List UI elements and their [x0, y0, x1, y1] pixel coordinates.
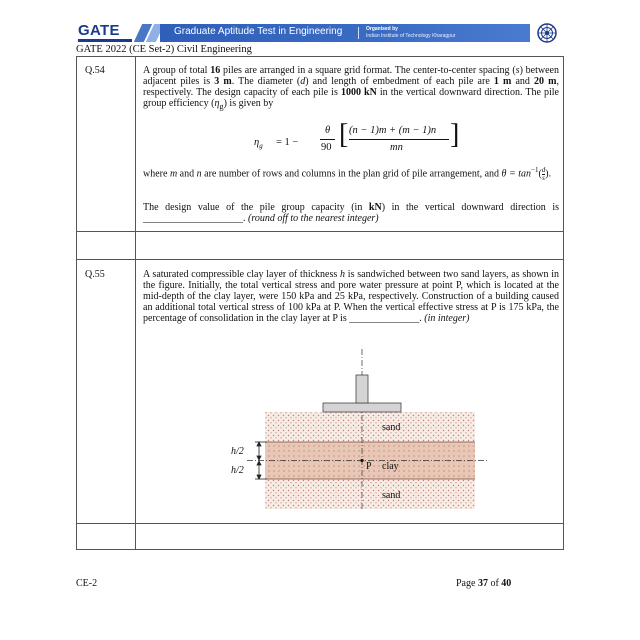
label-clay: clay — [382, 461, 399, 472]
question-54-definitions: where m and n are number of rows and columns in the plan grid of pile arrangement, and $\theta = \tan^{-1}$( $\frac{d}{s}$ ). — [143, 165, 552, 182]
soil-profile-figure — [217, 349, 517, 509]
question-table: Q.54 A group of total 16 piles are arranged in a square grid format. The center-to-center spacing (s) between adjacent piles is 3 m. The diameter (d) and length of embedment of each pile are 1 m and 20 m, respectively. The design capacity of each pile is 1000 kN in the vertical downward direction. The pile group efficiency $(\eta_g)$ is given by $\eta_g$ = 1 − θ 90 [ (n − 1)m + (m − 1)n mn ] where m and n are number of rows and columns in the plan grid of pile arrangement, and $\theta = \tan^{-1}$( $\frac{d}{s}$ ). The design value of the pile group capacity (in kN) in the vertical downward direction is ____________________. (round off to the nearest integer) Q.55 A saturated compressible clay layer of thickness h is sandwiched between two sand layers, as shown in the figure. Initially, the total vertical stress and pore water pressure at point P, which is located at the mid-depth of the clay layer, were 150 kPa and 25 kPa, respectively. Construction of a building caused an additional total vertical stress of 100 kPa at P. When the vertical effective stress at P is 175 kPa, the percentage of consolidation in the clay layer at P is ______________. (in integer) sand P clay sand h/2 h/2 — [76, 56, 564, 550]
top-sand-layer — [265, 412, 475, 442]
bottom-sand-layer — [265, 479, 475, 509]
question-55-text: A saturated compressible clay layer of thickness h is sandwiched between two sand layers, as shown in the figure. Initially, the total vertical stress and pore water pressure at point P, which is located at the mid-depth of the clay layer, were 150 kPa and 25 kPa, respectively. Construction of a building caused an additional total vertical stress of 100 kPa at P. When the vertical effective stress at P is 175 kPa, the percentage of consolidation in the clay layer at P is ______________. (in integer) — [143, 269, 560, 324]
question-54-ask: The design value of the pile group capacity (in kN) in the vertical downward direction is ____________________. (round off to the nearest integer) — [143, 202, 559, 224]
gate-logo-underline — [78, 39, 132, 42]
paper-title: GATE 2022 (CE Set-2) Civil Engineering — [76, 44, 252, 55]
banner-title: Graduate Aptitude Test in Engineering — [174, 26, 343, 37]
row-divider — [77, 523, 563, 524]
row-divider — [77, 231, 563, 232]
banner-band — [160, 24, 530, 42]
point-p-marker — [360, 459, 363, 462]
question-54-intro: A group of total 16 piles are arranged in a square grid format. The center-to-center spacing (s) between adjacent piles is 3 m. The diameter (d) and length of embedment of each pile are 1 m and 20 m, respectively. The design capacity of each pile is 1000 kN in the vertical downward direction. The pile group efficiency $(\eta_g)$ is given by — [143, 65, 559, 111]
iit-emblem-icon — [536, 22, 558, 44]
question-number-55: Q.55 — [85, 269, 105, 280]
banner-institute: Indian Institute of Technology Kharagpur — [366, 33, 456, 39]
gate-logo — [76, 22, 136, 44]
page-number: Page 37 of 40 — [456, 578, 512, 589]
question-number-54: Q.54 — [85, 65, 105, 76]
exam-banner — [76, 22, 566, 44]
row-divider — [77, 259, 563, 260]
banner-separator — [358, 27, 359, 39]
footing-base — [323, 403, 401, 412]
label-point-p: P — [366, 461, 372, 472]
label-sand-bottom: sand — [382, 490, 401, 501]
label-sand-top: sand — [382, 422, 401, 433]
paper-code: CE-2 — [76, 578, 98, 589]
banner-organised-by: Organised by — [366, 26, 398, 32]
label-h-half-upper: h/2 — [231, 446, 244, 457]
footing-column — [356, 375, 368, 403]
gate-logo-text: GATE — [78, 22, 120, 39]
column-divider — [135, 57, 136, 549]
label-h-half-lower: h/2 — [231, 465, 244, 476]
